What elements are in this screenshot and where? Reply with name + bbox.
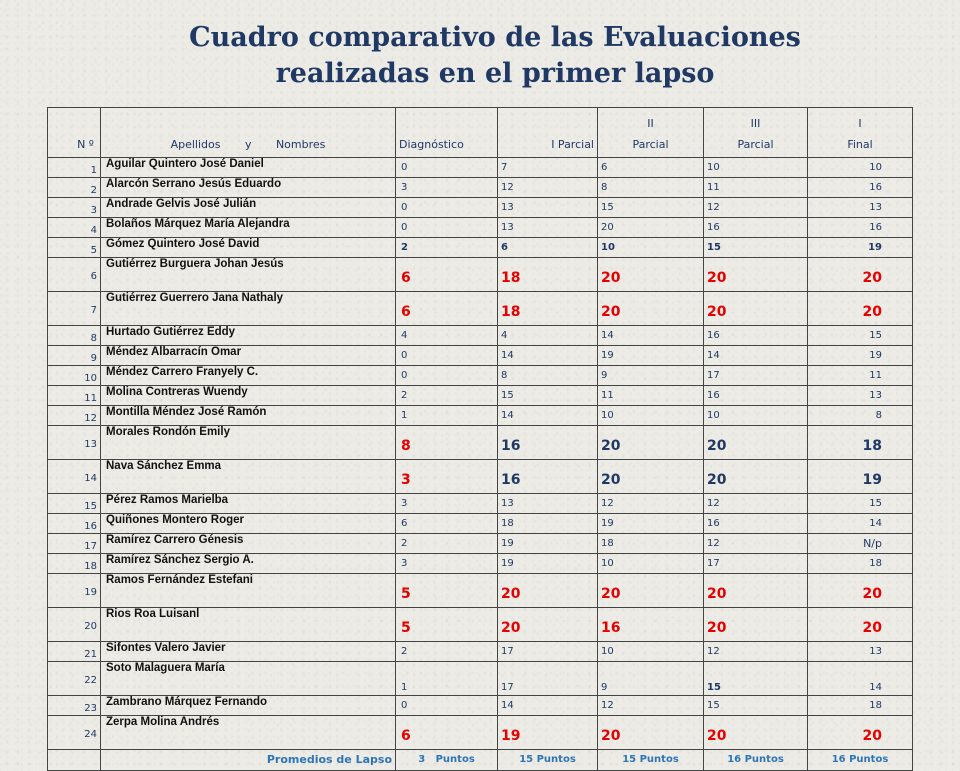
table-row <box>48 258 913 292</box>
table-row <box>48 642 913 662</box>
score-diagnostic: 2 <box>396 386 498 406</box>
score-final: 15 <box>808 326 913 346</box>
score-parcial-2: 19 <box>598 346 704 366</box>
score-parcial-3: 20 <box>704 716 808 750</box>
average-parcial-1: 15 Puntos <box>498 750 598 771</box>
student-name: Quiñones Montero Roger <box>101 514 396 534</box>
row-number: 11 <box>48 386 101 406</box>
score-final: 13 <box>808 642 913 662</box>
score-parcial-2: 14 <box>598 326 704 346</box>
score-diagnostic: 1 <box>396 406 498 426</box>
score-parcial-2: 20 <box>598 460 704 494</box>
score-parcial-3: 12 <box>704 198 808 218</box>
row-number: 1 <box>48 158 101 178</box>
score-parcial-2: 18 <box>598 534 704 554</box>
score-diagnostic: 2 <box>396 642 498 662</box>
score-diagnostic: 1 <box>396 662 498 696</box>
score-parcial-3: 20 <box>704 460 808 494</box>
score-parcial-1: 12 <box>498 178 598 198</box>
score-diagnostic: 6 <box>396 258 498 292</box>
score-parcial-3: 20 <box>704 608 808 642</box>
score-final: 18 <box>808 554 913 574</box>
score-parcial-3: 15 <box>704 696 808 716</box>
row-number: 7 <box>48 292 101 326</box>
table-row <box>48 514 913 534</box>
row-number: 4 <box>48 218 101 238</box>
row-number: 19 <box>48 574 101 608</box>
score-parcial-1: 18 <box>498 292 598 326</box>
score-parcial-2: 10 <box>598 554 704 574</box>
score-parcial-2: 8 <box>598 178 704 198</box>
score-final: 18 <box>808 426 913 460</box>
score-parcial-2: 11 <box>598 386 704 406</box>
header-row <box>48 108 913 158</box>
row-number: 13 <box>48 426 101 460</box>
score-parcial-2: 10 <box>598 406 704 426</box>
table-row <box>48 662 913 696</box>
score-parcial-3: 11 <box>704 178 808 198</box>
score-final: 19 <box>808 346 913 366</box>
table-row <box>48 716 913 750</box>
student-name: Ramírez Carrero Génesis <box>101 534 396 554</box>
score-parcial-3: 16 <box>704 514 808 534</box>
score-parcial-1: 17 <box>498 662 598 696</box>
score-final: 13 <box>808 386 913 406</box>
score-parcial-3: 12 <box>704 494 808 514</box>
table-row <box>48 198 913 218</box>
score-parcial-1: 20 <box>498 608 598 642</box>
student-name: Rios Roa Luisanl <box>101 608 396 642</box>
score-parcial-1: 18 <box>498 514 598 534</box>
average-parcial-3: 16 Puntos <box>704 750 808 771</box>
score-diagnostic: 0 <box>396 218 498 238</box>
score-final: 10 <box>808 158 913 178</box>
score-final: 14 <box>808 662 913 696</box>
score-parcial-2: 6 <box>598 158 704 178</box>
row-number: 22 <box>48 662 101 696</box>
row-number: 5 <box>48 238 101 258</box>
header-parcial-1: I Parcial <box>498 108 598 158</box>
score-parcial-3: 16 <box>704 386 808 406</box>
table-row <box>48 554 913 574</box>
score-parcial-2: 10 <box>598 238 704 258</box>
table-row <box>48 238 913 258</box>
score-final: 19 <box>808 460 913 494</box>
score-parcial-3: 20 <box>704 292 808 326</box>
score-final: 8 <box>808 406 913 426</box>
score-parcial-1: 15 <box>498 386 598 406</box>
score-diagnostic: 2 <box>396 534 498 554</box>
score-parcial-3: 15 <box>704 238 808 258</box>
score-parcial-3: 14 <box>704 346 808 366</box>
row-number: 18 <box>48 554 101 574</box>
score-parcial-2: 12 <box>598 494 704 514</box>
score-parcial-1: 17 <box>498 642 598 662</box>
table-row <box>48 326 913 346</box>
student-name: Pérez Ramos Marielba <box>101 494 396 514</box>
student-name: Morales Rondón Emily <box>101 426 396 460</box>
score-diagnostic: 6 <box>396 716 498 750</box>
score-diagnostic: 0 <box>396 696 498 716</box>
score-final: 15 <box>808 494 913 514</box>
score-parcial-2: 10 <box>598 642 704 662</box>
score-parcial-1: 16 <box>498 460 598 494</box>
student-name: Sifontes Valero Javier <box>101 642 396 662</box>
score-final: 20 <box>808 574 913 608</box>
student-name: Andrade Gelvis José Julián <box>101 198 396 218</box>
score-parcial-3: 10 <box>704 406 808 426</box>
student-name: Aguilar Quintero José Daniel <box>101 158 396 178</box>
header-number: N º <box>48 108 101 158</box>
row-number: 3 <box>48 198 101 218</box>
student-name: Montilla Méndez José Ramón <box>101 406 396 426</box>
table-row <box>48 346 913 366</box>
score-parcial-2: 12 <box>598 696 704 716</box>
table-row <box>48 534 913 554</box>
score-final: 19 <box>808 238 913 258</box>
score-parcial-3: 20 <box>704 426 808 460</box>
header-final: I Final <box>808 108 913 158</box>
score-parcial-1: 19 <box>498 716 598 750</box>
score-diagnostic: 0 <box>396 198 498 218</box>
score-parcial-2: 16 <box>598 608 704 642</box>
score-diagnostic: 3 <box>396 178 498 198</box>
score-parcial-2: 15 <box>598 198 704 218</box>
score-final: 20 <box>808 716 913 750</box>
score-final: 16 <box>808 218 913 238</box>
student-name: Soto Malaguera María <box>101 662 396 696</box>
student-name: Zambrano Márquez Fernando <box>101 696 396 716</box>
score-final: 20 <box>808 292 913 326</box>
score-parcial-1: 20 <box>498 574 598 608</box>
table-row <box>48 292 913 326</box>
score-diagnostic: 2 <box>396 238 498 258</box>
score-parcial-2: 20 <box>598 258 704 292</box>
score-diagnostic: 0 <box>396 158 498 178</box>
score-parcial-2: 9 <box>598 662 704 696</box>
score-parcial-3: 12 <box>704 534 808 554</box>
score-parcial-2: 20 <box>598 716 704 750</box>
score-parcial-1: 4 <box>498 326 598 346</box>
score-parcial-3: 12 <box>704 642 808 662</box>
score-parcial-1: 16 <box>498 426 598 460</box>
row-number: 16 <box>48 514 101 534</box>
student-name: Ramos Fernández Estefani <box>101 574 396 608</box>
row-number: 21 <box>48 642 101 662</box>
table-row <box>48 574 913 608</box>
score-diagnostic: 0 <box>396 346 498 366</box>
score-diagnostic: 5 <box>396 608 498 642</box>
row-number: 10 <box>48 366 101 386</box>
row-number: 15 <box>48 494 101 514</box>
row-number: 9 <box>48 346 101 366</box>
student-name: Alarcón Serrano Jesús Eduardo <box>101 178 396 198</box>
score-final: 20 <box>808 258 913 292</box>
student-name: Méndez Albarracín Omar <box>101 346 396 366</box>
score-diagnostic: 5 <box>396 574 498 608</box>
score-diagnostic: 3 <box>396 460 498 494</box>
score-parcial-2: 20 <box>598 426 704 460</box>
score-parcial-3: 16 <box>704 326 808 346</box>
score-parcial-2: 20 <box>598 574 704 608</box>
student-name: Gutiérrez Burguera Johan Jesús <box>101 258 396 292</box>
score-parcial-1: 13 <box>498 198 598 218</box>
averages-label: Promedios de Lapso <box>101 750 396 771</box>
score-parcial-3: 15 <box>704 662 808 696</box>
score-parcial-1: 13 <box>498 218 598 238</box>
score-parcial-3: 17 <box>704 554 808 574</box>
score-diagnostic: 4 <box>396 326 498 346</box>
score-parcial-1: 6 <box>498 238 598 258</box>
student-name: Hurtado Gutiérrez Eddy <box>101 326 396 346</box>
score-final: 18 <box>808 696 913 716</box>
score-parcial-3: 17 <box>704 366 808 386</box>
title-line-1: Cuadro comparativo de las Evaluaciones <box>189 22 801 53</box>
score-final: 16 <box>808 178 913 198</box>
score-parcial-1: 8 <box>498 366 598 386</box>
table-row <box>48 426 913 460</box>
score-diagnostic: 8 <box>396 426 498 460</box>
row-number: 8 <box>48 326 101 346</box>
average-parcial-2: 15 Puntos <box>598 750 704 771</box>
table-row <box>48 406 913 426</box>
row-number: 17 <box>48 534 101 554</box>
score-parcial-3: 16 <box>704 218 808 238</box>
row-number: 24 <box>48 716 101 750</box>
student-name: Bolaños Márquez María Alejandra <box>101 218 396 238</box>
table-row <box>48 608 913 642</box>
averages-spacer <box>48 750 101 771</box>
table-row <box>48 366 913 386</box>
header-parcial-3: III Parcial <box>704 108 808 158</box>
score-parcial-1: 14 <box>498 406 598 426</box>
averages-row <box>48 750 913 771</box>
score-diagnostic: 3 <box>396 554 498 574</box>
row-number: 20 <box>48 608 101 642</box>
table-row <box>48 158 913 178</box>
row-number: 23 <box>48 696 101 716</box>
score-diagnostic: 0 <box>396 366 498 386</box>
table-row <box>48 696 913 716</box>
table-row <box>48 178 913 198</box>
header-diagnostic: Diagnóstico <box>396 108 498 158</box>
score-parcial-1: 7 <box>498 158 598 178</box>
row-number: 2 <box>48 178 101 198</box>
table-row <box>48 218 913 238</box>
score-parcial-1: 19 <box>498 554 598 574</box>
table-row <box>48 460 913 494</box>
student-name: Méndez Carrero Franyely C. <box>101 366 396 386</box>
header-name: Apellidos y Nombres <box>101 108 396 158</box>
student-name: Ramírez Sánchez Sergio A. <box>101 554 396 574</box>
score-diagnostic: 6 <box>396 292 498 326</box>
score-parcial-2: 20 <box>598 218 704 238</box>
header-parcial-2: II Parcial <box>598 108 704 158</box>
score-parcial-2: 20 <box>598 292 704 326</box>
student-name: Zerpa Molina Andrés <box>101 716 396 750</box>
title-line-2: realizadas en el primer lapso <box>275 58 715 89</box>
score-final: 20 <box>808 608 913 642</box>
score-diagnostic: 6 <box>396 514 498 534</box>
average-final: 16 Puntos <box>808 750 913 771</box>
score-parcial-3: 20 <box>704 574 808 608</box>
evaluations-table <box>47 107 913 771</box>
score-final: N/p <box>808 534 913 554</box>
row-number: 6 <box>48 258 101 292</box>
score-final: 11 <box>808 366 913 386</box>
score-parcial-3: 20 <box>704 258 808 292</box>
student-name: Gutiérrez Guerrero Jana Nathaly <box>101 292 396 326</box>
student-name: Gómez Quintero José David <box>101 238 396 258</box>
row-number: 14 <box>48 460 101 494</box>
page-title <box>0 20 960 92</box>
score-parcial-3: 10 <box>704 158 808 178</box>
score-parcial-1: 14 <box>498 346 598 366</box>
score-parcial-2: 9 <box>598 366 704 386</box>
score-parcial-2: 19 <box>598 514 704 534</box>
score-parcial-1: 14 <box>498 696 598 716</box>
score-diagnostic: 3 <box>396 494 498 514</box>
average-diagnostic: 3 Puntos <box>396 750 498 771</box>
score-final: 14 <box>808 514 913 534</box>
table-row <box>48 386 913 406</box>
table-row <box>48 494 913 514</box>
score-parcial-1: 13 <box>498 494 598 514</box>
row-number: 12 <box>48 406 101 426</box>
score-final: 13 <box>808 198 913 218</box>
score-parcial-1: 19 <box>498 534 598 554</box>
student-name: Nava Sánchez Emma <box>101 460 396 494</box>
score-parcial-1: 18 <box>498 258 598 292</box>
student-name: Molina Contreras Wuendy <box>101 386 396 406</box>
